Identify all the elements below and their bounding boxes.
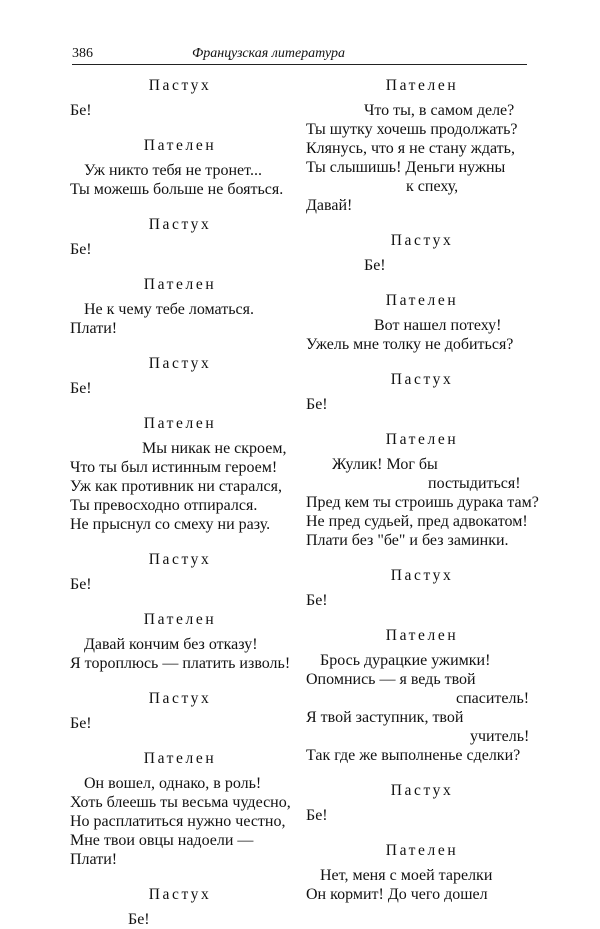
verse-line: постыдиться! xyxy=(428,475,521,492)
verse-line: Что ты был истинным героем! xyxy=(70,459,278,476)
verse-line: Не пред судьей, пред адвокатом! xyxy=(306,513,528,530)
verse-line: Вот нашел потеху! xyxy=(374,317,502,334)
verse-line: Бе! xyxy=(70,241,92,258)
dialogue-block xyxy=(70,414,290,534)
speaker-name: Пастух xyxy=(148,355,212,372)
speaker-name: Пателен xyxy=(385,627,459,644)
dialogue-block xyxy=(306,76,538,215)
verse-line: Бе! xyxy=(70,715,92,732)
dialogue-block xyxy=(70,550,290,594)
verse-line: Он кормит! До чего дошел xyxy=(306,886,488,903)
dialogue-block xyxy=(70,749,290,869)
speaker-name: Пастух xyxy=(390,782,454,799)
dialogue-block xyxy=(70,136,290,199)
dialogue-block xyxy=(70,275,290,338)
speaker-name: Пастух xyxy=(390,567,454,584)
verse-line: Уж как противник ни старался, xyxy=(70,478,282,495)
speaker-name: Пастух xyxy=(148,690,212,707)
verse-line: Он вошел, однако, в роль! xyxy=(84,775,262,792)
verse-line: Что ты, в самом деле? xyxy=(364,102,515,119)
verse-line: Ты превосходно отпирался. xyxy=(70,497,258,514)
dialogue-block xyxy=(306,566,538,610)
verse-line: Бе! xyxy=(128,911,150,928)
speaker-name: Пастух xyxy=(148,551,212,568)
verse-line: Бе! xyxy=(70,380,92,397)
dialogue-block xyxy=(306,231,538,275)
speaker-name: Пастух xyxy=(390,232,454,249)
verse-line: спаситель! xyxy=(456,690,530,707)
header-rule xyxy=(72,64,527,65)
verse-line: Плати! xyxy=(70,851,118,868)
verse-line: Не к чему тебе ломаться. xyxy=(84,301,254,318)
dialogue-block xyxy=(306,291,538,354)
speaker-name: Пателен xyxy=(385,292,459,309)
speaker-name: Пателен xyxy=(143,611,217,628)
dialogue-block xyxy=(70,215,290,259)
verse-line: Жулик! Мог бы xyxy=(332,456,438,473)
verse-line: учитель! xyxy=(470,728,530,745)
right-column xyxy=(306,76,538,904)
verse-line: Я тороплюсь — платить изволь! xyxy=(70,655,291,672)
verse-line: Опомнись — я ведь твой xyxy=(306,671,476,688)
verse-line: Плати! xyxy=(70,320,118,337)
speaker-name: Пателен xyxy=(143,415,217,432)
speaker-name: Пателен xyxy=(385,842,459,859)
verse-line: Пред кем ты строишь дурака там? xyxy=(306,494,539,511)
speaker-name: Пастух xyxy=(148,886,212,903)
verse-line: Я твой заступник, твой xyxy=(306,709,464,726)
verse-line: Так где же выполненье сделки? xyxy=(306,747,521,764)
verse-line: Ты можешь больше не бояться. xyxy=(70,181,284,198)
speaker-name: Пастух xyxy=(390,371,454,388)
page-number: 386 xyxy=(72,46,93,61)
verse-line: Ты слышишь! Деньги нужны xyxy=(306,159,506,176)
dialogue-block xyxy=(70,76,290,120)
verse-line: к спеху, xyxy=(406,178,459,195)
verse-line: Брось дурацкие ужимки! xyxy=(320,652,491,669)
verse-line: Мы никак не скроем, xyxy=(142,440,287,457)
verse-line: Ты шутку хочешь продолжать? xyxy=(306,121,518,138)
speaker-name: Пателен xyxy=(385,77,459,94)
speaker-name: Пастух xyxy=(148,216,212,233)
dialogue-block xyxy=(70,610,290,673)
verse-line: Но расплатиться нужно честно, xyxy=(70,813,286,830)
verse-line: Бе! xyxy=(306,807,328,824)
dialogue-block xyxy=(70,885,290,929)
verse-line: Мне твои овцы надоели — xyxy=(70,832,254,849)
verse-line: Давай кончим без отказу! xyxy=(84,636,258,653)
speaker-name: Пателен xyxy=(143,137,217,154)
speaker-name: Пателен xyxy=(143,750,217,767)
dialogue-block xyxy=(306,841,538,904)
verse-line: Не прыснул со смеху ни разу. xyxy=(70,516,271,533)
dialogue-block xyxy=(306,626,538,765)
speaker-name: Пастух xyxy=(148,77,212,94)
speaker-name: Пателен xyxy=(143,276,217,293)
verse-line: Нет, меня с моей тарелки xyxy=(320,867,493,884)
verse-line: Бе! xyxy=(364,257,386,274)
verse-line: Бе! xyxy=(70,576,92,593)
verse-line: Бе! xyxy=(306,396,328,413)
speaker-name: Пателен xyxy=(385,431,459,448)
verse-line: Давай! xyxy=(306,197,353,214)
verse-line: Уж никто тебя не тронет... xyxy=(84,162,262,179)
dialogue-block xyxy=(306,430,538,550)
dialogue-block xyxy=(306,370,538,414)
verse-line: Бе! xyxy=(306,592,328,609)
dialogue-block xyxy=(70,354,290,398)
verse-line: Бе! xyxy=(70,102,92,119)
verse-line: Хоть блеешь ты весьма чудесно, xyxy=(70,794,291,811)
left-column xyxy=(70,76,290,929)
verse-line: Ужель мне толку не добиться? xyxy=(306,336,514,353)
verse-line: Клянусь, что я не стану ждать, xyxy=(306,140,515,157)
page-header xyxy=(72,40,527,64)
dialogue-block xyxy=(70,689,290,733)
verse-line: Плати без "бе" и без заминки. xyxy=(306,532,509,549)
dialogue-block xyxy=(306,781,538,825)
running-title: Французская литература xyxy=(192,46,345,61)
